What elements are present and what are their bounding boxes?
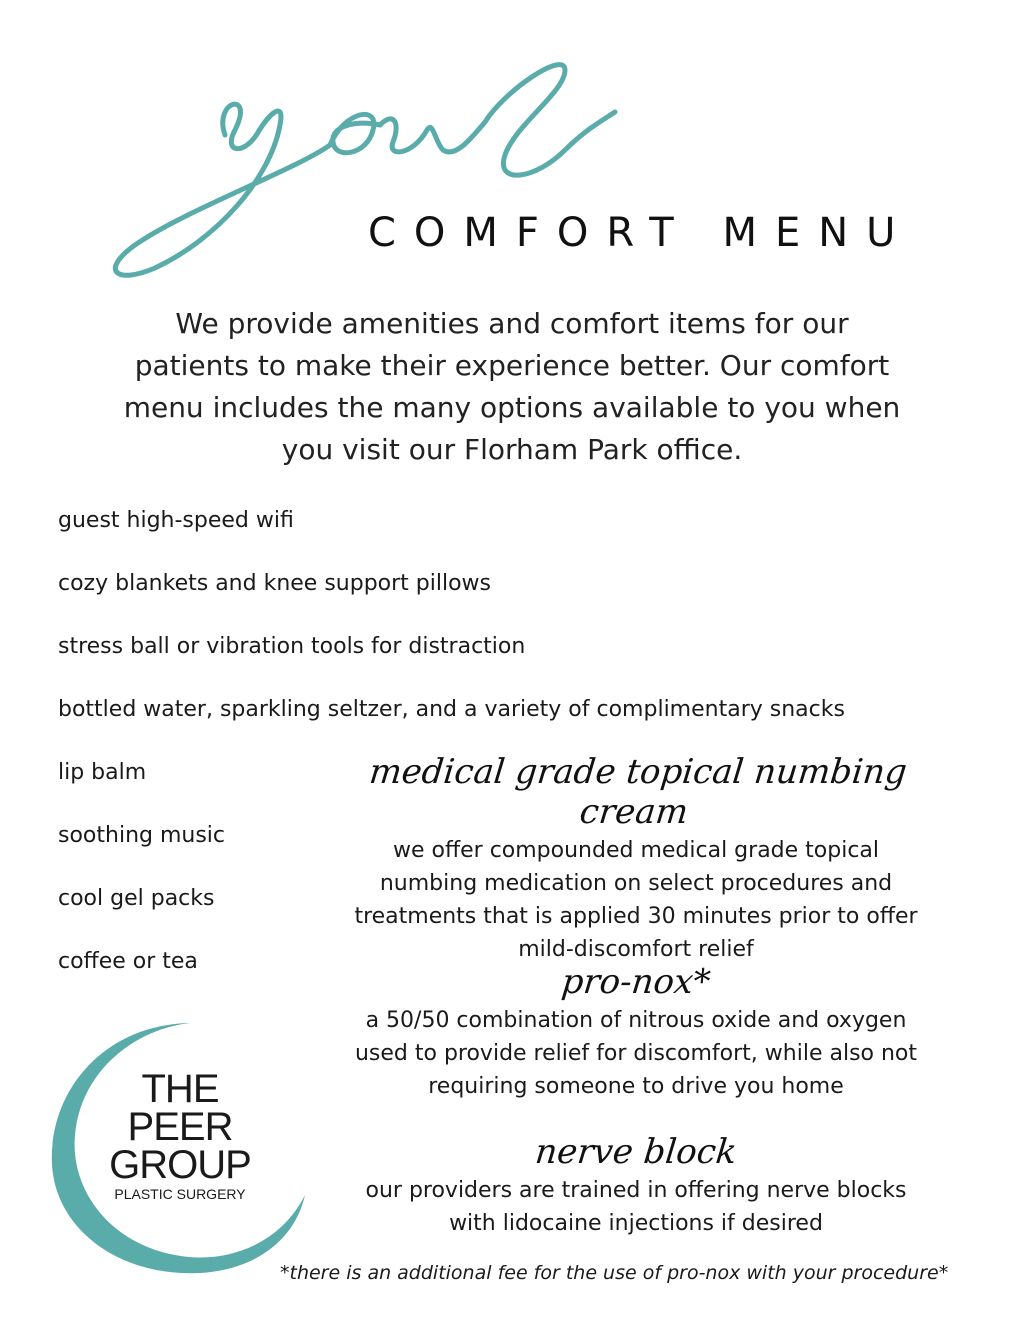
amenity-item: cool gel packs (58, 886, 215, 911)
peer-group-logo (40, 1015, 315, 1280)
feature-desc-line: our providers are trained in offering nerve blocks (365, 1178, 907, 1203)
page-title: COMFORT MENU (368, 210, 914, 256)
feature-nerve-block (320, 1132, 952, 1240)
intro-line: you visit our Florham Park office. (281, 433, 743, 466)
logo-line: THE (141, 1067, 219, 1111)
logo-text (90, 1067, 270, 1202)
feature-title: pro-nox* (559, 962, 713, 1002)
logo-subtitle: PLASTIC SURGERY (114, 1186, 246, 1202)
feature-desc-line: treatments that is applied 30 minutes prior to offer (354, 904, 918, 929)
intro-line: We provide amenities and comfort items for our (175, 307, 849, 340)
feature-desc-line: with lidocaine injections if desired (449, 1211, 823, 1236)
amenity-item: guest high-speed wifi (58, 508, 294, 533)
feature-desc-line: mild-discomfort relief (518, 937, 754, 962)
amenity-item: coffee or tea (58, 949, 198, 974)
feature-pro-nox (320, 962, 952, 1103)
amenity-item: soothing music (58, 823, 226, 848)
intro-line: menu includes the many options available to you when (123, 391, 901, 424)
logo-line: PEER (127, 1105, 233, 1149)
feature-desc-line: requiring someone to drive you home (428, 1074, 844, 1099)
feature-desc-line: numbing medication on select procedures and (379, 871, 893, 896)
feature-title: nerve block (533, 1132, 739, 1172)
feature-numbing-cream (320, 752, 952, 966)
feature-desc-line: a 50/50 combination of nitrous oxide and oxygen (365, 1008, 907, 1033)
logo-line: GROUP (109, 1143, 251, 1187)
feature-desc-line: we offer compounded medical grade topical (392, 838, 880, 863)
amenity-item: stress ball or vibration tools for distraction (58, 634, 526, 659)
feature-description (320, 834, 952, 966)
intro-paragraph (70, 303, 954, 471)
amenity-item: bottled water, sparkling seltzer, and a variety of complimentary snacks (58, 697, 845, 722)
amenity-item: cozy blankets and knee support pillows (58, 571, 491, 596)
feature-title: medical grade topical numbing cream (367, 752, 909, 832)
footnote: *there is an additional fee for the use of pro-nox with your procedure* (280, 1262, 949, 1284)
amenity-item: lip balm (58, 760, 147, 785)
feature-desc-line: used to provide relief for discomfort, while also not (354, 1041, 918, 1066)
feature-description (320, 1004, 952, 1103)
intro-line: patients to make their experience better. Our comfort (134, 349, 890, 382)
feature-description (320, 1174, 952, 1240)
